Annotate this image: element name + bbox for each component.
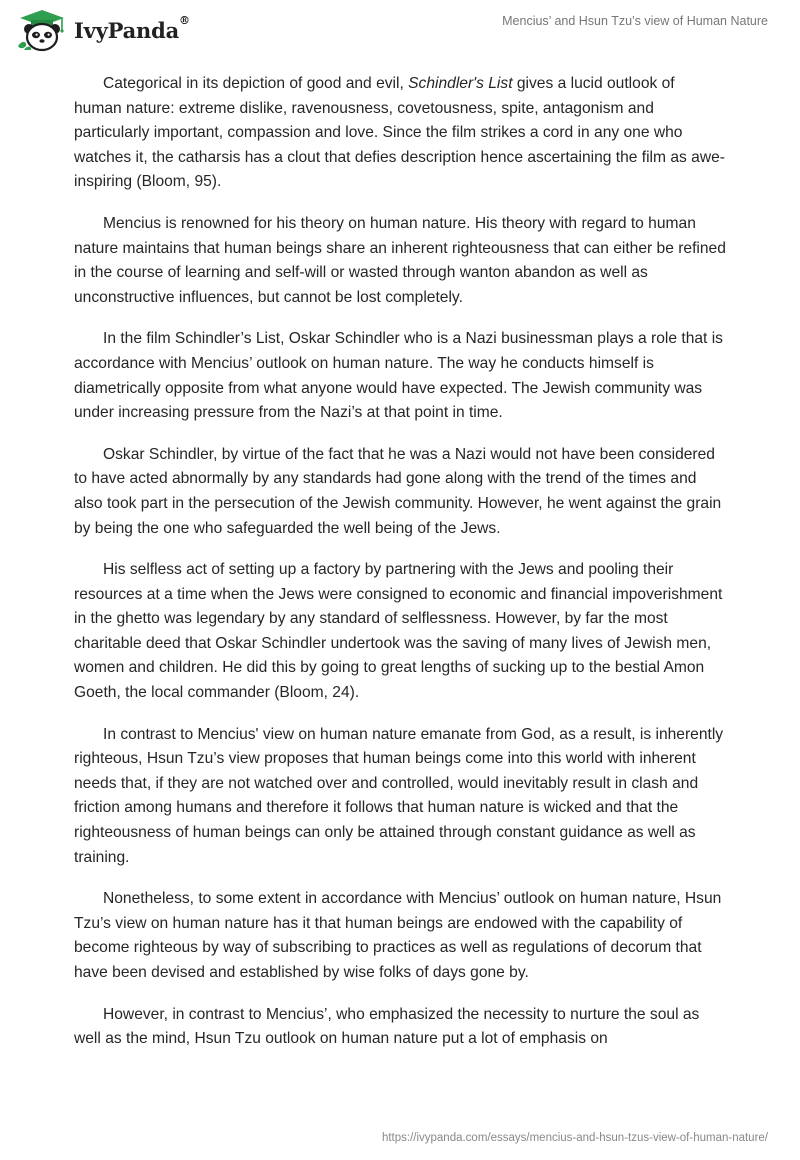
paragraph: Mencius is renowned for his theory on human nature. His theory with regard to human nature maintains that human beings share an inherent righteousness that can either be refined in the course of learning and self-will or wasted through wanton abandon as well as unconstructive influences, but cannot be lost completely.: [74, 214, 726, 306]
paragraph: However, in contrast to Mencius’, who emphasized the necessity to nurture the soul as well as the mind, Hsun Tzu outlook on human nature put a lot of emphasis on: [74, 1005, 700, 1048]
registered-mark: ®: [179, 13, 190, 27]
ivypanda-logo[interactable]: [14, 8, 190, 52]
paragraph: In contrast to Mencius' view on human nature emanate from God, as a result, is inherently righteous, Hsun Tzu’s view proposes that human beings come into this world with inherent needs that, if they are not watched over and controlled, would inevitably result in clash and friction among humans and therefore it follows that human nature is wicked and that the righteousness of human beings can only be attained through constant guidance as well as training.: [74, 725, 724, 866]
panda-graduate-icon: [14, 8, 70, 52]
paragraph: Oskar Schindler, by virtue of the fact that he was a Nazi would not have been considered to have acted abnormally by any standards had gone along with the trend of the times and also took part in the persecution of the Jewish community. However, he went against the grain by being the one who safeguarded the well being of the Jews.: [74, 445, 722, 537]
essay-body: [74, 72, 726, 1069]
brand-name: IvyPanda®: [74, 13, 190, 43]
paragraph: Categorical in its depiction of good and evil, Schindler's List gives a lucid outlook of human nature: extreme dislike, ravenousness, covetousness, spite, antagonism and particularly important, compassion and love. Since the film strikes a cord in any one who watches it, the catharsis has a clout that defies description hence ascertaining the film as awe-inspiring (Bloom, 95).: [74, 75, 725, 191]
document-title: Mencius’ and Hsun Tzu’s view of Human Nature: [502, 14, 768, 28]
source-url[interactable]: https://ivypanda.com/essays/mencius-and-hsun-tzus-view-of-human-nature/: [381, 1132, 768, 1144]
page-header: [0, 0, 800, 60]
paragraph: In the film Schindler’s List, Oskar Schindler who is a Nazi businessman plays a role that is accordance with Mencius’ outlook on human nature. The way he conducts himself is diametrically opposite from what anyone would have expected. The Jewish community was under increasing pressure from the Nazi’s at that point in time.: [74, 330, 723, 422]
film-title: Schindler's List: [408, 75, 513, 92]
paragraph: His selfless act of setting up a factory by partnering with the Jews and pooling their resources at a time when the Jews were consigned to economic and financial impoverishment in the ghetto was legendary by any standard of selflessness. However, by far the most charitable deed that Oskar Schindler undertook was the saving of many lives of Jewish men, women and children. He did this by going to great lengths of sucking up to the bestial Amon Goeth, the local commander (Bloom, 24).: [74, 561, 723, 702]
paragraph: Nonetheless, to some extent in accordance with Mencius’ outlook on human nature, Hsun Tzu’s view on human nature has it that human beings are endowed with the capability of become righteous by way of subscribing to practices as well as regulations of decorum that have been devised and established by wise folks of days gone by.: [74, 890, 722, 981]
